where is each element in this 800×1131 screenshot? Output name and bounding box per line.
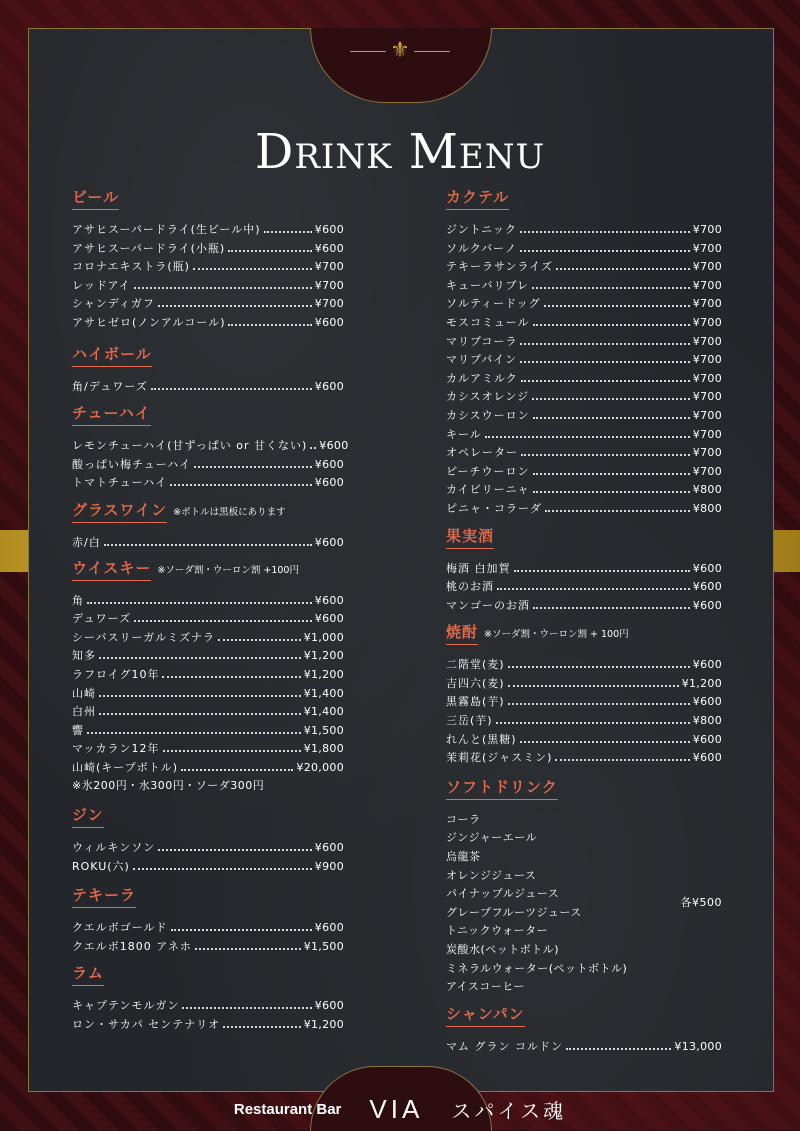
- section-title: ウイスキー: [72, 557, 151, 581]
- leader-dots: [99, 705, 301, 715]
- item-price: ¥600: [692, 751, 722, 765]
- item-name: 梅酒 白加賀: [446, 561, 511, 575]
- item-name: ジントニック: [446, 223, 517, 236]
- leader-dots: [133, 860, 312, 870]
- item-name: 響: [72, 723, 84, 737]
- leader-dots: [544, 297, 690, 307]
- leader-dots: [158, 841, 312, 851]
- menu-item: [446, 444, 722, 463]
- menu-item: [446, 597, 722, 616]
- item-price: ¥600: [314, 379, 344, 393]
- leader-dots: [533, 599, 690, 609]
- item-price: ¥600: [314, 457, 344, 471]
- menu-item: [446, 240, 722, 259]
- item-name: カシスオレンジ: [446, 390, 530, 404]
- item-price: ¥600: [692, 598, 722, 612]
- item-price: ¥700: [692, 427, 722, 441]
- item-price: ¥600: [692, 695, 722, 709]
- item-name: コロナエキストラ(瓶): [72, 260, 190, 274]
- item-name: 山崎: [72, 686, 96, 700]
- item-price: ¥700: [692, 464, 722, 478]
- item-price: ¥20,000: [296, 760, 344, 774]
- item-name: オペレーター: [446, 446, 518, 460]
- item-list: [72, 919, 344, 956]
- section-header: [72, 343, 344, 369]
- menu-item: [446, 221, 722, 240]
- section-header: [72, 804, 344, 830]
- menu-item: [72, 759, 344, 778]
- leader-dots: [566, 1040, 671, 1050]
- item-price: ¥600: [314, 535, 344, 549]
- menu-item: [72, 295, 344, 314]
- soft-drink-list: [446, 811, 722, 997]
- item-list: [72, 221, 344, 333]
- menu-item: [72, 858, 344, 877]
- leader-dots: [158, 297, 312, 307]
- item-name: ピニャ・コラーダ: [446, 501, 542, 515]
- item-name: ソルクバーノ: [446, 241, 517, 255]
- section-header: [446, 1003, 722, 1029]
- item-name: アサヒスーパードライ(生ビール中): [72, 223, 261, 236]
- item-name: カイピリーニャ: [446, 483, 530, 497]
- menu-item: [72, 240, 344, 259]
- menu-section: [446, 186, 722, 519]
- item-price: ¥1,000: [303, 630, 344, 644]
- menu-item: [446, 481, 722, 500]
- item-name: 白州: [72, 705, 96, 719]
- fleur-ornament-icon: ⚜: [350, 36, 450, 66]
- item-name: マンゴーのお酒: [446, 598, 530, 612]
- menu-section: [72, 884, 344, 956]
- menu-item: [446, 560, 722, 579]
- menu-item: [72, 685, 344, 704]
- item-price: ¥700: [692, 371, 722, 385]
- menu-item: [446, 314, 722, 333]
- menu-item: [72, 314, 344, 333]
- item-price: ¥600: [314, 612, 344, 626]
- menu-item: [446, 1038, 722, 1057]
- menu-item: [446, 258, 722, 277]
- item-price: ¥700: [692, 260, 722, 274]
- section-title: シャンパン: [446, 1003, 525, 1027]
- soft-drink-item: アイスコーヒー: [446, 980, 525, 994]
- leader-dots: [485, 428, 690, 438]
- menu-item: [72, 277, 344, 296]
- menu-item: [446, 351, 722, 370]
- soft-drink-item: グレープフルーツジュース: [446, 905, 582, 919]
- soft-drink-item: ジンジャーエール: [446, 831, 538, 845]
- item-price: ¥1,200: [681, 676, 722, 690]
- item-price: ¥600: [314, 241, 344, 255]
- leader-dots: [151, 380, 312, 390]
- leader-dots: [532, 279, 690, 289]
- item-list: [446, 560, 722, 616]
- menu-section: [72, 186, 344, 333]
- leader-dots: [533, 316, 690, 326]
- section-header: [446, 525, 722, 551]
- leader-dots: [264, 223, 312, 233]
- section-note: ※ボトルは黒板にあります: [173, 506, 286, 518]
- item-name: 知多: [72, 649, 96, 663]
- item-name: 吉四六(麦): [446, 676, 505, 690]
- item-name: 桃のお酒: [446, 580, 494, 594]
- leader-dots: [532, 390, 690, 400]
- leader-dots: [521, 372, 690, 382]
- section-title: 焼酎: [446, 621, 478, 645]
- menu-item: [72, 629, 344, 648]
- item-price: ¥1,400: [303, 686, 344, 700]
- item-price: ¥600: [319, 439, 349, 453]
- leader-dots: [170, 476, 312, 486]
- item-list: [72, 997, 344, 1034]
- item-list: [446, 221, 722, 519]
- item-name: ROKU(六): [72, 859, 130, 873]
- item-price: ¥700: [314, 260, 344, 274]
- item-name: れんと(黒糖): [446, 732, 517, 746]
- item-name: 茉莉花(ジャスミン): [446, 751, 553, 765]
- leader-dots: [182, 999, 311, 1009]
- section-title: ラム: [72, 962, 104, 986]
- leader-dots: [556, 260, 690, 270]
- menu-section: [446, 1003, 722, 1057]
- item-name: マリブコーラ: [446, 334, 518, 348]
- section-header: [446, 621, 722, 647]
- leader-dots: [163, 742, 301, 752]
- menu-item: [72, 647, 344, 666]
- leader-dots: [195, 940, 301, 950]
- section-footnote: ※氷200円・水300円・ソーダ300円: [72, 779, 265, 793]
- section-header: [72, 499, 344, 525]
- item-name: デュワーズ: [72, 612, 132, 626]
- item-price: ¥700: [692, 278, 722, 292]
- item-name: 酸っぱい梅チューハイ: [72, 457, 192, 471]
- menu-item: [446, 407, 722, 426]
- menu-section: [72, 402, 349, 493]
- leader-dots: [520, 335, 689, 345]
- leader-dots: [520, 242, 690, 252]
- leader-dots: [162, 668, 300, 678]
- item-name: キャプテンモルガン: [72, 999, 180, 1013]
- item-price: ¥1,800: [303, 742, 344, 756]
- leader-dots: [496, 714, 690, 724]
- menu-section: [446, 621, 722, 768]
- item-price: ¥600: [314, 315, 344, 329]
- menu-item: [72, 592, 344, 611]
- menu-item: [72, 1016, 344, 1035]
- menu-item: [72, 378, 344, 397]
- leader-dots: [497, 580, 690, 590]
- leader-dots: [193, 260, 312, 270]
- soft-drink-item: パイナップルジュース: [446, 887, 560, 901]
- item-price: ¥13,000: [674, 1039, 722, 1053]
- item-price: ¥1,200: [303, 649, 344, 663]
- leader-dots: [310, 439, 316, 449]
- section-title: ソフトドリンク: [446, 776, 558, 800]
- section-title: ジン: [72, 804, 104, 828]
- menu-item: [446, 749, 722, 768]
- leader-dots: [533, 409, 690, 419]
- item-name: クエルボ1800 アネホ: [72, 939, 192, 953]
- section-header: [72, 557, 344, 583]
- right-column: [446, 186, 722, 1056]
- item-list: [72, 839, 344, 876]
- item-price: ¥700: [692, 390, 722, 404]
- leader-dots: [514, 562, 690, 572]
- menu-item: [446, 333, 722, 352]
- leader-dots: [223, 1018, 301, 1028]
- item-price: ¥700: [692, 297, 722, 311]
- item-name: 赤/白: [72, 535, 101, 549]
- menu-item: [446, 731, 722, 750]
- section-header: [72, 402, 344, 428]
- menu-item: [72, 474, 344, 493]
- item-price: ¥700: [314, 278, 344, 292]
- menu-item: [446, 500, 722, 519]
- menu-item: [72, 221, 344, 240]
- item-list: [72, 378, 344, 397]
- menu-item: [72, 456, 344, 475]
- item-name: マッカラン12年: [72, 742, 160, 756]
- leader-dots: [520, 353, 690, 363]
- menu-item: [72, 740, 344, 759]
- item-list: [72, 592, 344, 797]
- section-note: ※ソーダ割・ウーロン割 +100円: [157, 564, 299, 576]
- item-name: 二階堂(麦): [446, 658, 505, 672]
- menu-item: [446, 426, 722, 445]
- soft-drink-price: 各¥500: [680, 895, 722, 909]
- leader-dots: [533, 465, 690, 475]
- menu-item: [72, 919, 344, 938]
- menu-item: [446, 675, 722, 694]
- item-name: カルアミルク: [446, 371, 518, 385]
- menu-item: [446, 370, 722, 389]
- item-name: アサヒゼロ(ノンアルコール): [72, 315, 226, 329]
- item-name: レッドアイ: [72, 278, 131, 292]
- item-name: キール: [446, 427, 482, 441]
- item-price: ¥1,500: [303, 939, 344, 953]
- section-header: [72, 962, 344, 988]
- leader-dots: [520, 223, 690, 233]
- soft-drink-item: コーラ: [446, 812, 481, 826]
- menu-section: [72, 557, 344, 797]
- item-list: [72, 534, 344, 553]
- item-name: ピーチウーロン: [446, 464, 530, 478]
- item-price: ¥600: [314, 476, 344, 490]
- leader-dots: [87, 594, 312, 604]
- section-title: ビール: [72, 186, 119, 210]
- menu-item: [72, 997, 344, 1016]
- leader-dots: [228, 316, 311, 326]
- item-name: マム グラン コルドン: [446, 1039, 563, 1053]
- leader-dots: [87, 724, 301, 734]
- item-name: シーバスリーガルミズナラ: [72, 630, 216, 644]
- item-name: レモンチューハイ(甘ずっぱい or 甘くない): [72, 439, 308, 453]
- leader-dots: [104, 536, 312, 546]
- item-price: ¥700: [692, 223, 722, 236]
- spacer: [72, 876, 344, 884]
- leader-dots: [194, 458, 312, 468]
- menu-item: [72, 722, 344, 741]
- soft-drink-item: 烏龍茶: [446, 850, 481, 864]
- menu-section: [72, 499, 344, 553]
- leader-dots: [99, 687, 301, 697]
- leader-dots: [508, 677, 679, 687]
- item-list: [446, 1038, 722, 1057]
- item-list: [72, 437, 349, 493]
- section-note: ※ソーダ割・ウーロン割 + 100円: [484, 629, 629, 641]
- soft-drink-item: トニックウォーター: [446, 924, 549, 938]
- menu-item: [446, 656, 722, 675]
- item-price: ¥700: [314, 297, 344, 311]
- item-price: ¥700: [692, 446, 722, 460]
- menu-section: [72, 962, 344, 1034]
- menu-title: Drink Menu: [254, 124, 546, 180]
- soft-drink-section: [446, 776, 722, 997]
- item-price: ¥700: [692, 334, 722, 348]
- item-price: ¥600: [314, 921, 344, 935]
- item-price: ¥600: [314, 593, 344, 607]
- item-price: ¥700: [692, 353, 722, 367]
- item-name: カシスウーロン: [446, 408, 530, 422]
- leader-dots: [521, 446, 690, 456]
- item-price: ¥700: [692, 408, 722, 422]
- item-name: ラフロイグ10年: [72, 667, 160, 681]
- item-price: ¥600: [692, 658, 722, 672]
- item-name: 山崎(キープボトル): [72, 760, 179, 774]
- item-price: ¥600: [314, 999, 344, 1013]
- leader-dots: [545, 502, 690, 512]
- item-price: ¥1,400: [303, 705, 344, 719]
- section-title: テキーラ: [72, 884, 136, 908]
- leader-dots: [99, 649, 301, 659]
- menu-item: [72, 437, 349, 456]
- item-price: ¥800: [692, 483, 722, 497]
- spacer: [446, 768, 722, 776]
- menu-item: [446, 463, 722, 482]
- soft-drink-item: ミネラルウォーター(ペットボトル): [446, 961, 628, 975]
- via-logo: VIA: [369, 1093, 424, 1124]
- leader-dots: [134, 612, 312, 622]
- leader-dots: [533, 483, 690, 493]
- item-name: ウィルキンソン: [72, 841, 156, 855]
- spacer: [72, 333, 344, 343]
- item-name: 黒霧島(芋): [446, 695, 505, 709]
- menu-item: [72, 938, 344, 957]
- item-price: ¥1,200: [303, 1018, 344, 1032]
- item-price: ¥900: [314, 859, 344, 873]
- item-price: ¥600: [314, 841, 344, 855]
- leader-dots: [228, 242, 312, 252]
- item-name: 角/デュワーズ: [72, 379, 148, 393]
- section-header: [446, 776, 722, 802]
- item-name: 角: [72, 593, 84, 607]
- leader-dots: [218, 631, 301, 641]
- leader-dots: [508, 658, 690, 668]
- item-name: テキーラサンライズ: [446, 260, 554, 274]
- item-price: ¥800: [692, 501, 722, 515]
- section-header: [72, 186, 344, 212]
- soft-drink-item: オレンジジュース: [446, 868, 537, 882]
- item-name: キューバリブレ: [446, 278, 530, 292]
- item-name: アサヒスーパードライ(小瓶): [72, 241, 226, 255]
- menu-item: [446, 277, 722, 296]
- item-price: ¥800: [692, 714, 722, 728]
- menu-item: [446, 578, 722, 597]
- leader-dots: [555, 751, 689, 761]
- item-name: ロン・サカパ センテナリオ: [72, 1018, 221, 1032]
- item-name: ソルティードッグ: [446, 297, 541, 311]
- section-header: [72, 884, 344, 910]
- leader-dots: [134, 279, 312, 289]
- menu-item: [446, 712, 722, 731]
- item-name: シャンディガフ: [72, 297, 155, 311]
- footer-spice-tamashii: スパイス魂: [451, 1098, 567, 1123]
- item-list: [446, 656, 722, 768]
- soft-drink-item: 炭酸水(ペットボトル): [446, 943, 560, 956]
- item-name: モスコミュール: [446, 315, 530, 329]
- menu-item: [446, 388, 722, 407]
- item-name: 三岳(芋): [446, 714, 493, 728]
- menu-item: [72, 534, 344, 553]
- menu-item: [72, 258, 344, 277]
- item-name: クエルボゴールド: [72, 921, 168, 935]
- item-price: ¥700: [692, 315, 722, 329]
- menu-item: [446, 295, 722, 314]
- item-price: ¥1,500: [303, 723, 344, 737]
- menu-section: [72, 343, 344, 397]
- leader-dots: [520, 733, 690, 743]
- section-title: 果実酒: [446, 525, 494, 549]
- leader-dots: [508, 695, 690, 705]
- menu-item: [72, 703, 344, 722]
- menu-section: [72, 804, 344, 876]
- menu-item: [72, 666, 344, 685]
- item-price: ¥600: [692, 580, 722, 594]
- section-title: カクテル: [446, 186, 509, 210]
- menu-section: [446, 525, 722, 616]
- section-header: [446, 186, 722, 212]
- item-price: ¥600: [314, 223, 344, 236]
- left-column: [72, 186, 349, 1035]
- item-name: マリブパイン: [446, 353, 518, 367]
- footer-restaurant-bar: Restaurant Bar: [233, 1100, 342, 1118]
- menu-item: [72, 610, 344, 629]
- menu-item: [72, 839, 344, 858]
- leader-dots: [171, 921, 312, 931]
- item-price: ¥1,200: [303, 667, 344, 681]
- leader-dots: [181, 761, 293, 771]
- spacer: [72, 796, 344, 804]
- item-price: ¥600: [692, 561, 722, 575]
- section-title: チューハイ: [72, 402, 151, 426]
- section-title: ハイボール: [72, 343, 152, 367]
- menu-item: [446, 693, 722, 712]
- section-title: グラスワイン: [72, 499, 167, 523]
- item-price: ¥600: [692, 732, 722, 746]
- item-price: ¥700: [692, 241, 722, 255]
- footer: [0, 1094, 800, 1124]
- item-name: トマトチューハイ: [72, 476, 168, 490]
